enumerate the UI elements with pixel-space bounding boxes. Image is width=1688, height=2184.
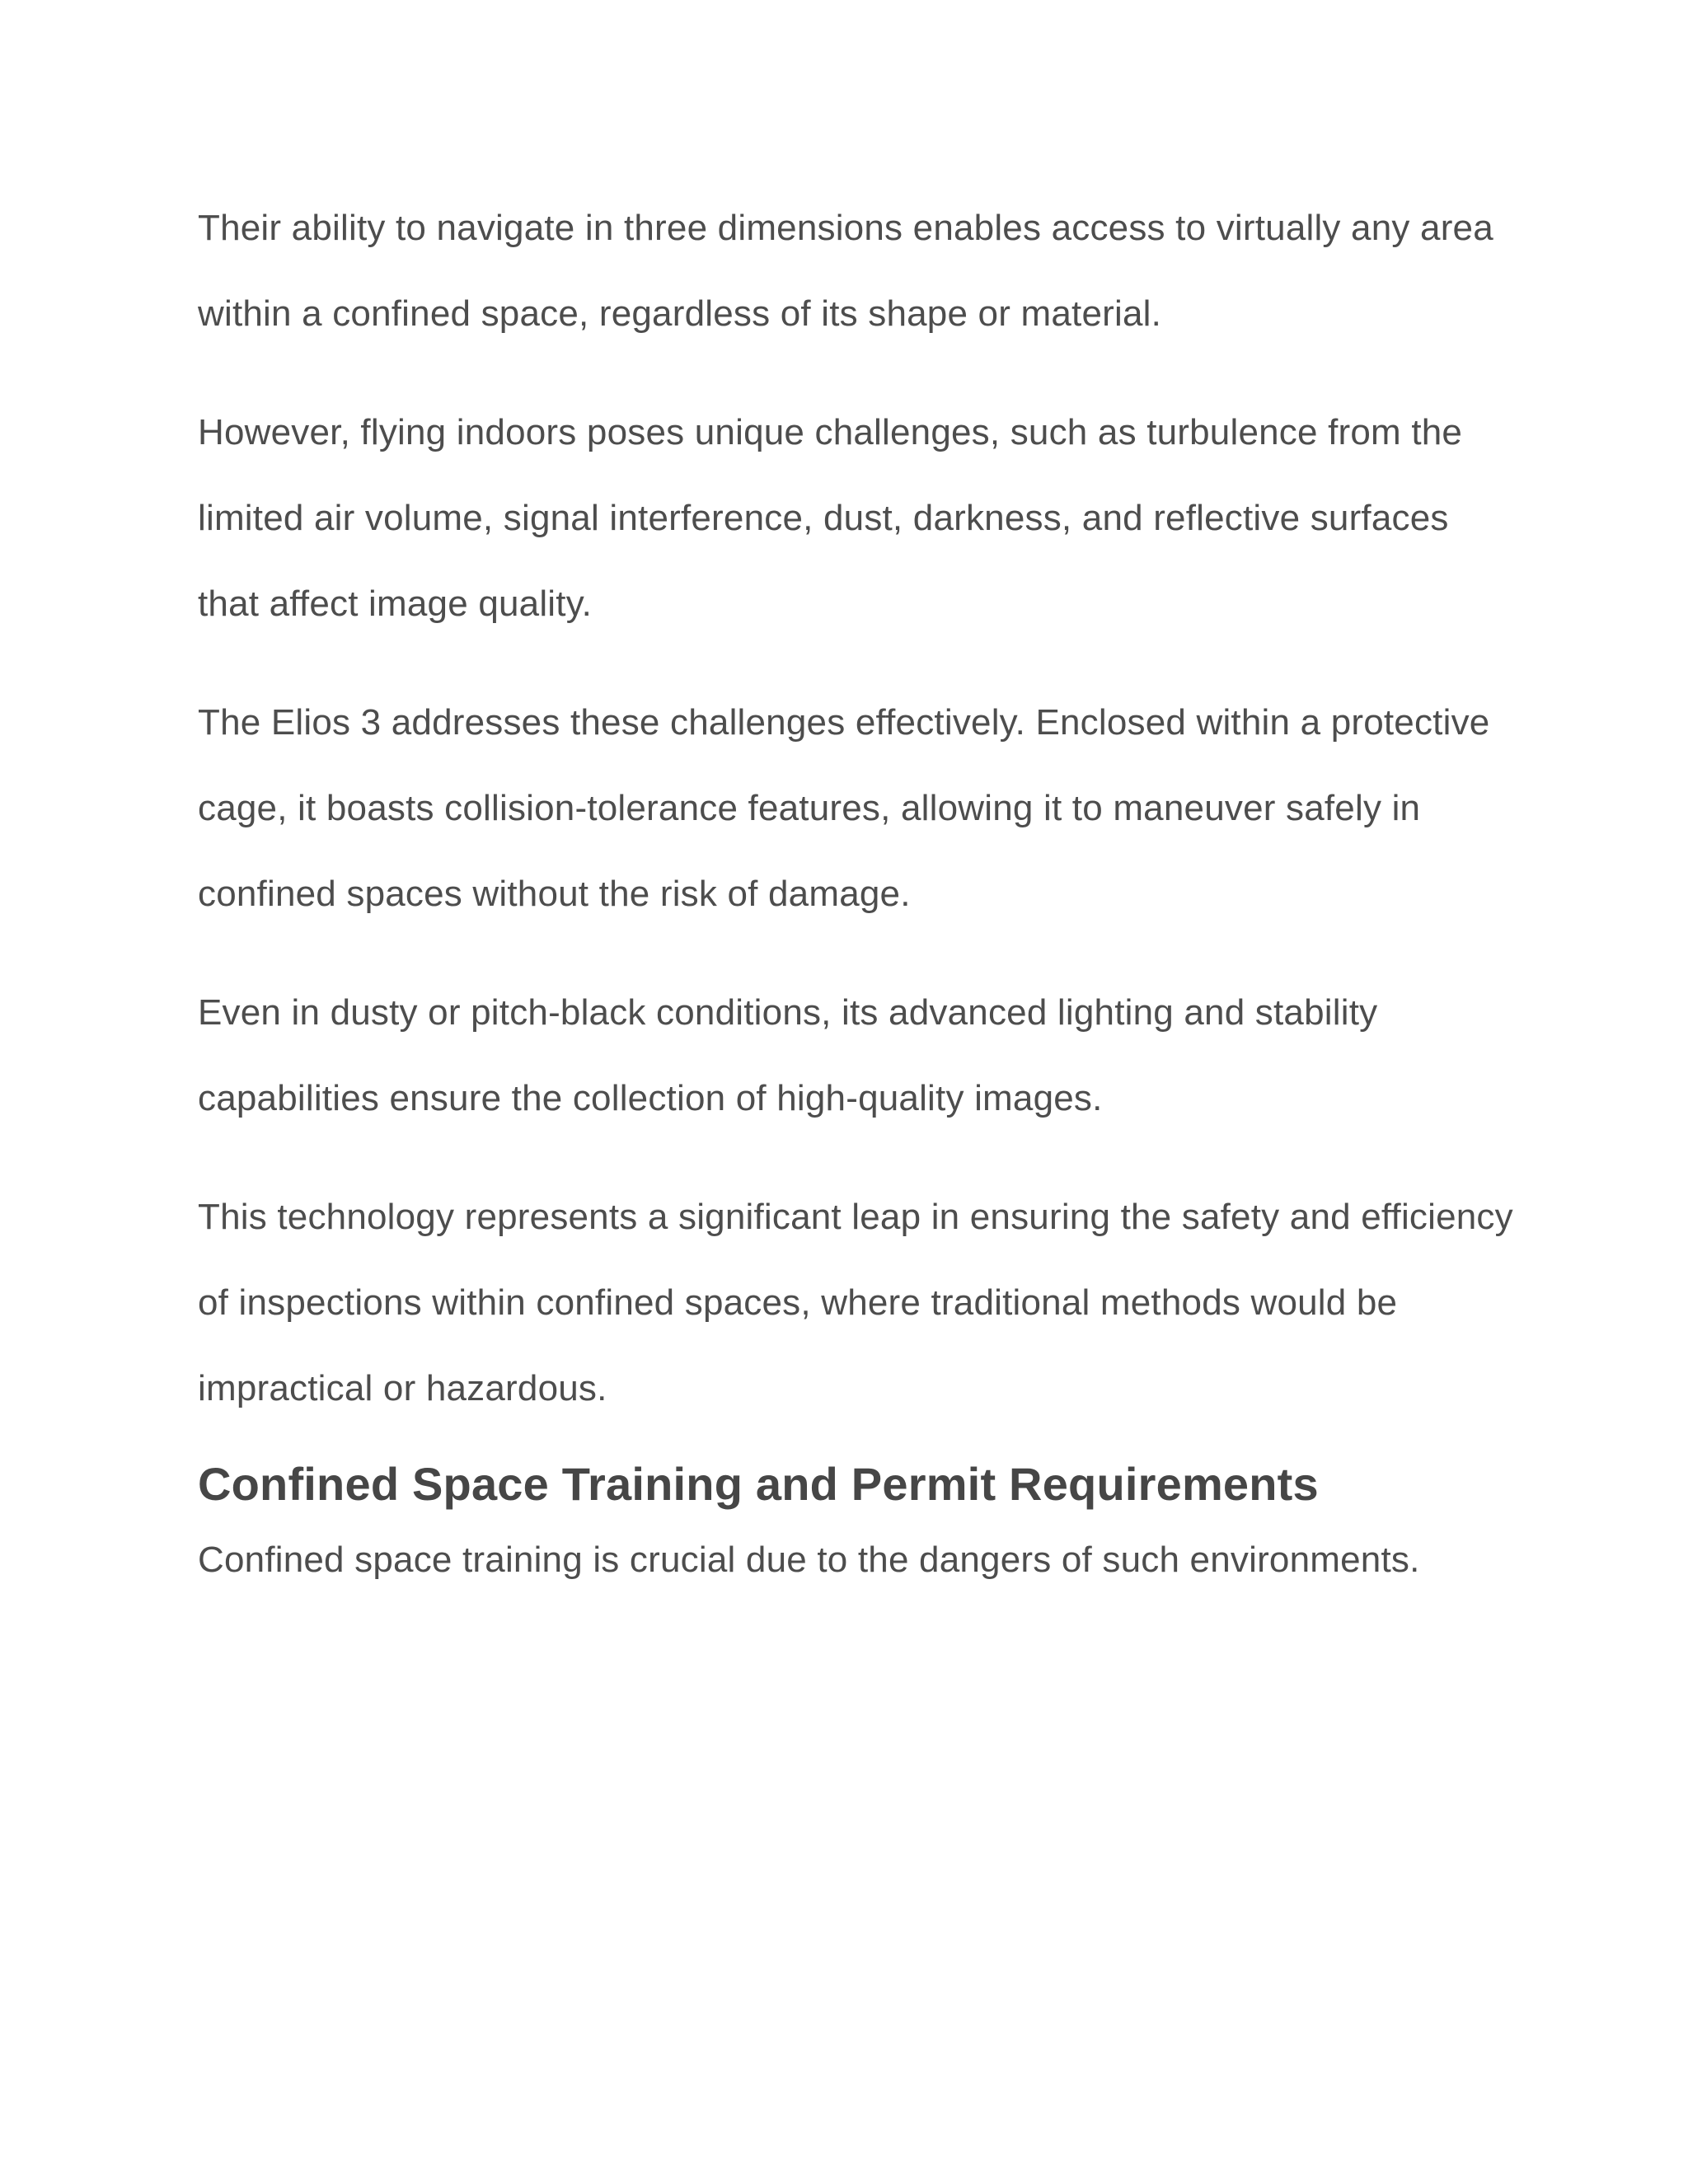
paragraph-3: The Elios 3 addresses these challenges effectively. Enclosed within a protective cage, it boasts collision-tolerance features, allowing it to maneuver safely in confined spaces without the risk of damage. (198, 702, 1490, 914)
paragraph-2: However, flying indoors poses unique challenges, such as turbulence from the limited air volume, signal interference, dust, darkness, and reflective surfaces that affect image quality. (198, 412, 1463, 624)
section-heading: Confined Space Training and Permit Requirements (198, 1458, 1319, 1510)
paragraph-1: Their ability to navigate in three dimensions enables access to virtually any area within a confined space, regardless of its shape or material. (198, 208, 1493, 334)
paragraph-5: This technology represents a significant leap in ensuring the safety and efficiency of inspections within confined spaces, where traditional methods would be impractical or hazardous. (198, 1197, 1513, 1408)
paragraph-6: Confined space training is crucial due to the dangers of such environments. (198, 1540, 1420, 1580)
document-body (198, 185, 1517, 1636)
paragraph-4: Even in dusty or pitch-black conditions, its advanced lighting and stability capabilities ensure the collection of high-quality images. (198, 992, 1378, 1118)
